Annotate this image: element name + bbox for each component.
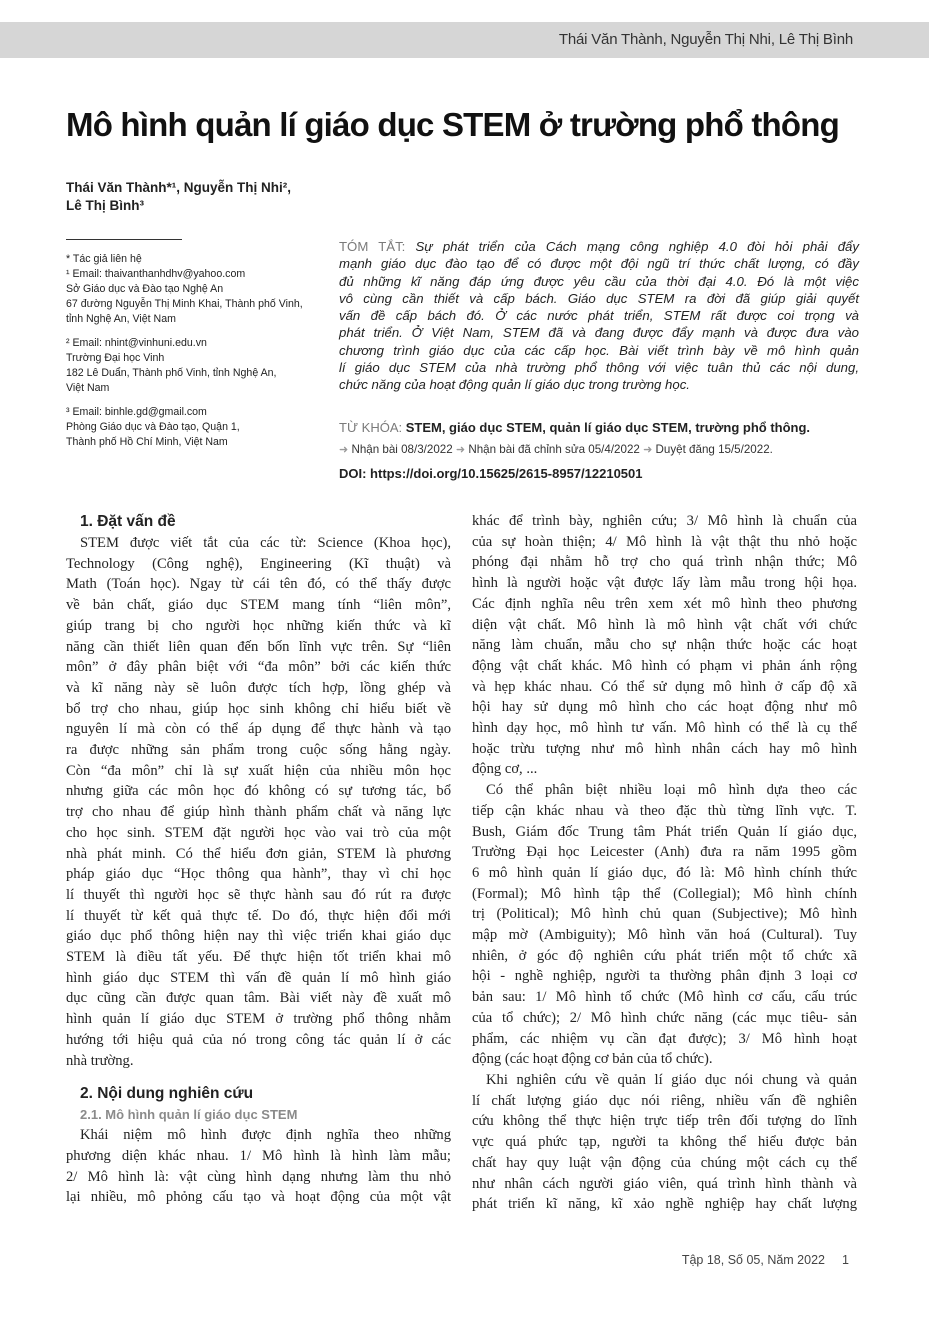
body-text-line: nhưng giữa các môn học đó không có sự tương tác, bổ (66, 783, 451, 800)
body-text-line: 6 mô hình quản lí giáo dục, đó là: Mô hình chính thức (472, 864, 857, 881)
affiliation-line: 67 đường Nguyễn Thị Minh Khai, Thành phố Vinh, (66, 298, 303, 310)
authors-line-1: Thái Văn Thành*¹, Nguyễn Thị Nhi², (66, 180, 291, 195)
article-dates (339, 443, 773, 456)
affiliation-group (66, 405, 326, 450)
body-text-line: phóng đại nhằm hỗ trợ cho quá trình nhận thức; Mô (472, 554, 857, 571)
body-text-line: nguyên lí mà còn có thể áp dụng để thực hành và tạo (66, 721, 451, 738)
body-text-line: và kĩ năng này sẽ luôn được tích hợp, lồng ghép và (66, 679, 451, 696)
body-text-line: lí thuyết thì người học sẽ thực hành sau đó rút ra được (66, 886, 451, 903)
body-text-line: môn” ở đây phân biệt với “đa môn” bởi các kiến thức (66, 659, 451, 676)
body-text-line: hình dạy học, mô hình tư vấn. Mô hình có thể là cụ thể (472, 720, 857, 737)
body-text-line: mập mờ (Ambiguity); Mô hình văn hoá (Cultural). Tuy (472, 927, 857, 944)
arrow-right-icon: ➜ (455, 444, 466, 456)
abstract (339, 238, 859, 394)
body-text-line: hướng tới hiệu quả của nó trong công tác quản lí ở các (66, 1031, 451, 1048)
body-text-line: của tổ chức); 2/ Mô hình chức năng (các mục tiêu- sản (472, 1009, 857, 1026)
affiliation-line: * Tác giả liên hệ (66, 253, 142, 265)
body-text-line: 2/ Mô hình là: vật cùng hình dạng nhưng làm thu nhỏ (66, 1168, 451, 1185)
body-text-line: nhiên, ở góc độ nghiên cứu phát triển một tổ chức xã (472, 947, 857, 964)
body-text-line: và hẹp khác nhau. Có thể sử dụng mô hình ở cấp độ xã (472, 678, 857, 695)
body-text-line: STEM được viết tắt của các từ: Science (Khoa học), (80, 535, 451, 551)
keywords-label: TỪ KHÓA: (339, 420, 403, 435)
affiliation-line: Trường Đại học Vinh (66, 352, 165, 364)
body-text-line: Technology (Công nghệ), Engineering (Kĩ thuật) và (66, 555, 451, 572)
body-text-line: giúp trang bị cho người học những kiến thức và kĩ (66, 617, 451, 634)
body-text-line: vực quá phức tạp, người ta không thể hiểu được bản (472, 1134, 857, 1151)
body-text-line: Khái niệm mô hình được định nghĩa theo những (80, 1127, 451, 1144)
affiliation-line: ² Email: nhint@vinhuni.edu.vn (66, 337, 207, 349)
affiliation-line: Phòng Giáo dục và Đào tạo, Quận 1, (66, 421, 240, 433)
body-text-line: giáo dục phổ thông hiện nay thì việc triển khai giáo dục (66, 928, 451, 945)
affiliation-line: Thành phố Hồ Chí Minh, Việt Nam (66, 436, 228, 448)
body-text-line: như nhân cách người giáo viên, quá trình hình thành và (472, 1175, 857, 1192)
abstract-line: chương trình giáo dục của các cấp học. Bài viết trình bày về mô hình quản (339, 342, 859, 358)
body-text-line: phẩm, các nhiệm vụ cần đạt được); 3/ Mô hình hoạt (472, 1030, 857, 1047)
abstract-line: đủ những kĩ năng đáp ứng được yêu cầu của thời đại 4.0. Đó là một việc (339, 273, 859, 289)
body-text-line: nhà trường. (66, 1052, 134, 1069)
body-text-line: Còn “đa môn” chỉ là sự xuất hiện của nhiều môn học (66, 762, 451, 779)
body-text-line: năng làm chuẩn, mẫu cho sự nhận thức hoặc các hoạt (472, 637, 857, 654)
body-text-line: hình quản lí giáo dục STEM ở trường phổ thông nhằm (66, 1011, 451, 1028)
body-text-line: năng cần thiết liên quan đến bốn lĩnh vực trên. Sự “liên (66, 638, 451, 655)
affiliation-line: tỉnh Nghệ An, Việt Nam (66, 313, 176, 325)
body-text-line: phát triển kĩ năng, kĩ xảo nghề nghiệp hay chất lượng (472, 1196, 857, 1213)
author-affiliations (66, 252, 326, 459)
keywords (339, 420, 810, 435)
abstract-line: mạnh giáo dục đào tạo để có được một đội ngũ trí thức chất lượng, có đầy (339, 256, 859, 272)
doi-link[interactable]: DOI: https://doi.org/10.15625/2615-8957/12210501 (339, 466, 643, 481)
abstract-line: vô cùng cần thiết và cấp bách. Giáo dục STEM ra đời đã giúp giải quyết (339, 290, 859, 306)
affiliation-group (66, 336, 326, 396)
issue-info: Tập 18, Số 05, Năm 2022 (681, 1253, 825, 1267)
body-text-line: cứu không thể thực hiện trực tiếp trên đối tượng do lĩnh (472, 1113, 857, 1130)
running-header-authors: Thái Văn Thành, Nguyễn Thị Nhi, Lê Thị Bình (558, 31, 853, 48)
body-text-line: hội hay sử dụng mô hình cho các hoạt động như mô (472, 699, 857, 716)
body-text-line: lí thuyết từ kết quả thực tế. Do đó, thực hiện đổi mới (66, 907, 451, 924)
section-2-heading: 2. Nội dung nghiên cứu (80, 1085, 254, 1103)
body-text-line: của sự hoàn thiện; 4/ Mô hình là vật thật thu nhỏ hoặc (472, 533, 857, 550)
date-revised: Nhận bài đã chỉnh sửa 05/4/2022 (468, 443, 640, 456)
body-text-line: pháp giáo dục “Học thông qua hành”, thay vì chỉ học (66, 866, 451, 883)
abstract-label: TÓM TẮT: (339, 239, 406, 254)
body-text-line: Bush, Giám đốc Trung tâm Phát triển Quản lí giáo dục, (472, 823, 857, 840)
body-text-line: Khi nghiên cứu về quản lí giáo dục nói chung và quản (486, 1071, 857, 1088)
body-text-line: ra được những sản phẩm trong cuộc sống hằng ngày. (66, 742, 451, 759)
body-text-line: (Formal); Mô hình tập thể (Collegial); Mô hình chính (472, 885, 857, 902)
affiliation-line: ¹ Email: thaivanthanhdhv@yahoo.com (66, 268, 246, 280)
body-text-line: tiếp cận khác nhau và theo đặc thù từng lĩnh vực. T. (472, 802, 857, 819)
affiliation-line: ³ Email: binhle.gd@gmail.com (66, 406, 207, 418)
arrow-right-icon: ➜ (339, 444, 349, 456)
body-text-line: khác để trình bày, nghiên cứu; 3/ Mô hình là chuẩn của (472, 513, 857, 529)
body-text-line: Math (Toán học). Ngay từ cái tên đó, có thể thấy được (66, 576, 451, 593)
body-text-line: lí chất lượng giáo dục nói riêng, nhiều vấn đề nghiên (472, 1092, 857, 1109)
left-column (66, 511, 451, 1208)
abstract-line: vấn đề cấp bách đó. Ở các nước phát triển, STEM rất được coi trọng và (339, 308, 859, 324)
body-text-line: động (các hoạt động cơ bản của tổ chức). (472, 1051, 713, 1068)
body-text-line: Trường Đại học Leicester (Anh) đưa ra năm 1995 gồm (472, 844, 857, 861)
affiliation-line: 182 Lê Duẩn, Thành phố Vinh, tỉnh Nghệ An, (66, 367, 277, 379)
body-text-line: động vật chất khác. Mô hình có phạm vi phản ánh rộng (472, 657, 857, 674)
body-text-line: dục cũng cần được quan tâm. Bài viết này đề xuất mô (66, 990, 451, 1007)
body-text-line: bản sau: 1/ Mô hình tổ chức (Mô hình cơ cấu, cấu trúc (472, 989, 857, 1006)
body-text-line: động cơ, ... (472, 761, 538, 778)
abstract-line: lí giáo dục STEM của nhà trường phổ thông với việc tuân thủ các nội dung, (339, 360, 859, 376)
body-text-line: hoặc trừu tượng như mô hình nhân cách hay mô hình (472, 740, 857, 757)
abstract-line (339, 238, 859, 255)
keywords-text: STEM, giáo dục STEM, quản lí giáo dục STEM, trường phổ thông. (402, 420, 811, 435)
abstract-line: phát triển. Ở Việt Nam, STEM đã và đang được đẩy mạnh và được đưa vào (339, 325, 859, 341)
paper-title: Mô hình quản lí giáo dục STEM ở trường phổ thông (66, 106, 839, 143)
body-text-line: STEM là điều tất yếu. Để thực hiện tốt triển khai mô (66, 949, 451, 966)
body-text-line: cho học sinh. STEM đặt người học vào vai trò của một (66, 824, 451, 841)
body-text-line: hội - nghề nghiệp, người ta thường phân định 3 loại cơ (472, 968, 857, 985)
body-text-line: trị (Political); Mô hình chủ quan (Subjective); Mô hình (472, 906, 857, 923)
body-text-line: Có thể phân biệt nhiều loại mô hình dựa theo các (486, 782, 857, 799)
affiliation-line: Việt Nam (66, 382, 110, 394)
body-text-line: trợ cho nhau để giúp hình thành phẩm chất và năng lực (66, 804, 451, 821)
body-text-line: lại nhiều, mô phỏng cấu tạo và hoạt động của một vật (66, 1189, 451, 1206)
body-text-line: hình là người hoặc vật được lấy làm mẫu trong hội họa. (472, 575, 857, 592)
abstract-text: Sự phát triển của Cách mạng công nghiệp 4.0 đòi hỏi phải đẩy (405, 239, 859, 254)
affiliation-line: Sở Giáo dục và Đào tạo Nghệ An (66, 283, 224, 295)
body-text-line: về bản chất, giáo dục STEM mang tính “liên môn”, (66, 597, 451, 614)
running-header (0, 22, 929, 58)
body-text-line: diện vật chất. Mô hình là mô hình vật chất với chức (472, 616, 857, 633)
date-accepted: Duyệt đăng 15/5/2022. (655, 443, 773, 456)
section-1-heading: 1. Đặt vấn đề (80, 513, 176, 530)
body-text-line: phương diện khác nhau. 1/ Mô hình là hình làm mẫu; (66, 1147, 451, 1164)
section-2-1-heading: 2.1. Mô hình quản lí giáo dục STEM (80, 1107, 298, 1123)
body-text-line: bổ trợ cho nhau, giúp học sinh không chỉ hiểu biết về (66, 700, 451, 717)
arrow-right-icon: ➜ (643, 444, 653, 456)
abstract-line: chức năng của hoạt động quản lí giáo dục trong trường học. (339, 377, 690, 393)
date-received: Nhận bài 08/3/2022 (351, 443, 453, 456)
right-column (472, 511, 857, 1215)
body-text-line: chất hay quy luật vận động của chúng một cách cụ thể (472, 1154, 857, 1171)
footnote-rule (66, 239, 182, 240)
body-text-line: Các định nghĩa nêu trên xem xét mô hình theo phương (472, 595, 857, 612)
authors-line-2: Lê Thị Bình³ (66, 198, 144, 213)
body-text-line: hình giáo dục STEM thì vấn đề quản lí mô hình giáo (66, 969, 451, 986)
affiliation-group (66, 252, 326, 327)
body-text-line: nhà phát minh. Có thể hiểu đơn giản, STEM là phương (66, 845, 451, 862)
page-number: 1 (842, 1253, 849, 1267)
